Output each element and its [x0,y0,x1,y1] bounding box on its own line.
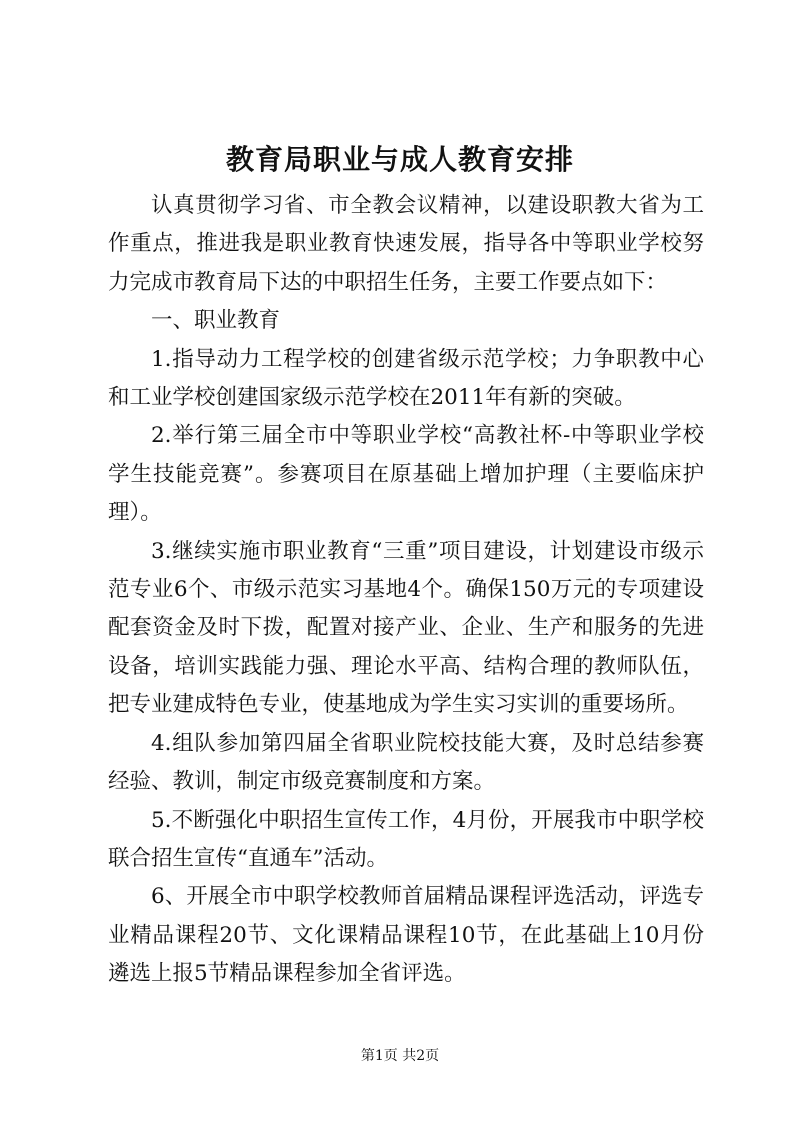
page-footer: 第1页 共2页 [360,1048,440,1064]
paragraph-item-1: 1.指导动力工程学校的创建省级示范学校；力争职教中心和工业学校创建国家级示范学校在2011年有新的突破。 [108,346,704,411]
paragraph-item-4: 4.组队参加第四届全省职业院校技能大赛，及时总结参赛经验、教训，制定市级竞赛制度和方案。 [108,730,704,795]
paragraph-item-3: 3.继续实施市职业教育“三重”项目建设，计划建设市级示范专业6个、市级示范实习基地4个。确保150万元的专项建设配套资金及时下拨，配置对接产业、企业、生产和服务的先进设备，培训实践能力强、理论水平高、结构合理的教师队伍，把专业建成特色专业，使基地成为学生实习实训的重要场所。 [108,538,704,718]
document-body [108,187,704,994]
section-heading-vocational-education: 一、职业教育 [151,308,281,334]
paragraph-item-2: 2.举行第三届全市中等职业学校“高教社杯-中等职业学校学生技能竞赛”。参赛项目在原基础上增加护理（主要临床护理）。 [108,423,704,526]
paragraph-intro: 认真贯彻学习省、市全教会议精神，以建设职教大省为工作重点，推进我是职业教育快速发展，指导各中等职业学校努力完成市教育局下达的中职招生任务，主要工作要点如下： [108,193,704,295]
paragraph-item-6: 6、开展全市中职学校教师首届精品课程评选活动，评选专业精品课程20节、文化课精品课程10节，在此基础上10月份遴选上报5节精品课程参加全省评选。 [108,884,704,987]
document-title: 教育局职业与成人教育安排 [225,143,574,176]
paragraph-item-5: 5.不断强化中职招生宣传工作，4月份，开展我市中职学校联合招生宣传“直通车”活动。 [108,807,704,871]
